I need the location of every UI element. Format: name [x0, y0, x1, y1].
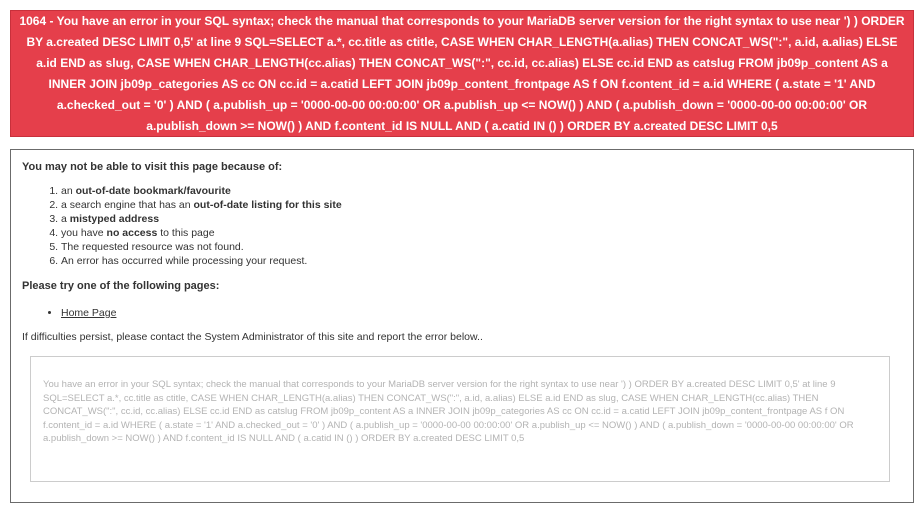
- error-page-panel: [10, 149, 914, 503]
- error-detail-box: [30, 356, 890, 482]
- reason-item: 4. you have no access to this page: [61, 226, 342, 240]
- reason-item: 3. a mistyped address: [61, 212, 342, 226]
- reason-item: 6. An error has occurred while processing your request.: [61, 254, 342, 268]
- reasons-list: [22, 184, 342, 268]
- contact-note: If difficulties persist, please contact the System Administrator of this site and report the error below..: [22, 331, 483, 343]
- home-page-link[interactable]: Home Page: [61, 307, 117, 319]
- try-pages-heading: Please try one of the following pages:: [22, 280, 220, 292]
- reason-item: 1. an out-of-date bookmark/favourite: [61, 184, 342, 198]
- sql-error-banner: [10, 10, 914, 137]
- list-item: [61, 306, 116, 320]
- reason-item: 2. a search engine that has an out-of-date listing for this site: [61, 198, 342, 212]
- pages-list: [22, 306, 116, 320]
- intro-heading: You may not be able to visit this page because of:: [22, 161, 283, 173]
- error-detail-text: You have an error in your SQL syntax; check the manual that corresponds to your MariaDB server version for the right syntax to use near ') ) ORDER BY a.created DESC LIMIT 0,5' at line 9 SQL=SELECT a.*, cc.title as ctitle, CASE WHEN CHAR_LENGTH(a.alias) THEN CONCAT_WS(":", a.id, a.alias) ELSE a.id END as slug, CASE WHEN CHAR_LENGTH(cc.alias) THEN CONCAT_WS(":", cc.id, cc.alias) ELSE cc.id END as catslug FROM jb09p_content AS a INNER JOIN jb09p_categories AS cc ON cc.id = a.catid LEFT JOIN jb09p_content_frontpage AS f ON f.content_id = a.id WHERE ( a.state = '1' AND a.checked_out = '0' ) AND ( a.publish_up = '0000-00-00 00:00:00' OR a.publish_up <= NOW() ) AND ( a.publish_down = '0000-00-00 00:00:00' OR a.publish_down >= NOW() ) AND f.content_id IS NULL AND ( a.catid IN () ) ORDER BY a.created DESC LIMIT 0,5: [43, 379, 854, 444]
- sql-error-message: 1064 - You have an error in your SQL syntax; check the manual that corresponds to your MariaDB server version for the right syntax to use near ') ) ORDER BY a.created DESC LIMIT 0,5' at line 9 SQL=SELECT a.*, cc.title as ctitle, CASE WHEN CHAR_LENGTH(a.alias) THEN CONCAT_WS(":", a.id, a.alias) ELSE a.id END as slug, CASE WHEN CHAR_LENGTH(cc.alias) THEN CONCAT_WS(":", cc.id, cc.alias) ELSE cc.id END as catslug FROM jb09p_content AS a INNER JOIN jb09p_categories AS cc ON cc.id = a.catid LEFT JOIN jb09p_content_frontpage AS f ON f.content_id = a.id WHERE ( a.state = '1' AND a.checked_out = '0' ) AND ( a.publish_up = '0000-00-00 00:00:00' OR a.publish_up <= NOW() ) AND ( a.publish_down = '0000-00-00 00:00:00' OR a.publish_down >= NOW() ) AND f.content_id IS NULL AND ( a.catid IN () ) ORDER BY a.created DESC LIMIT 0,5: [19, 14, 905, 133]
- reason-item: 5. The requested resource was not found.: [61, 240, 342, 254]
